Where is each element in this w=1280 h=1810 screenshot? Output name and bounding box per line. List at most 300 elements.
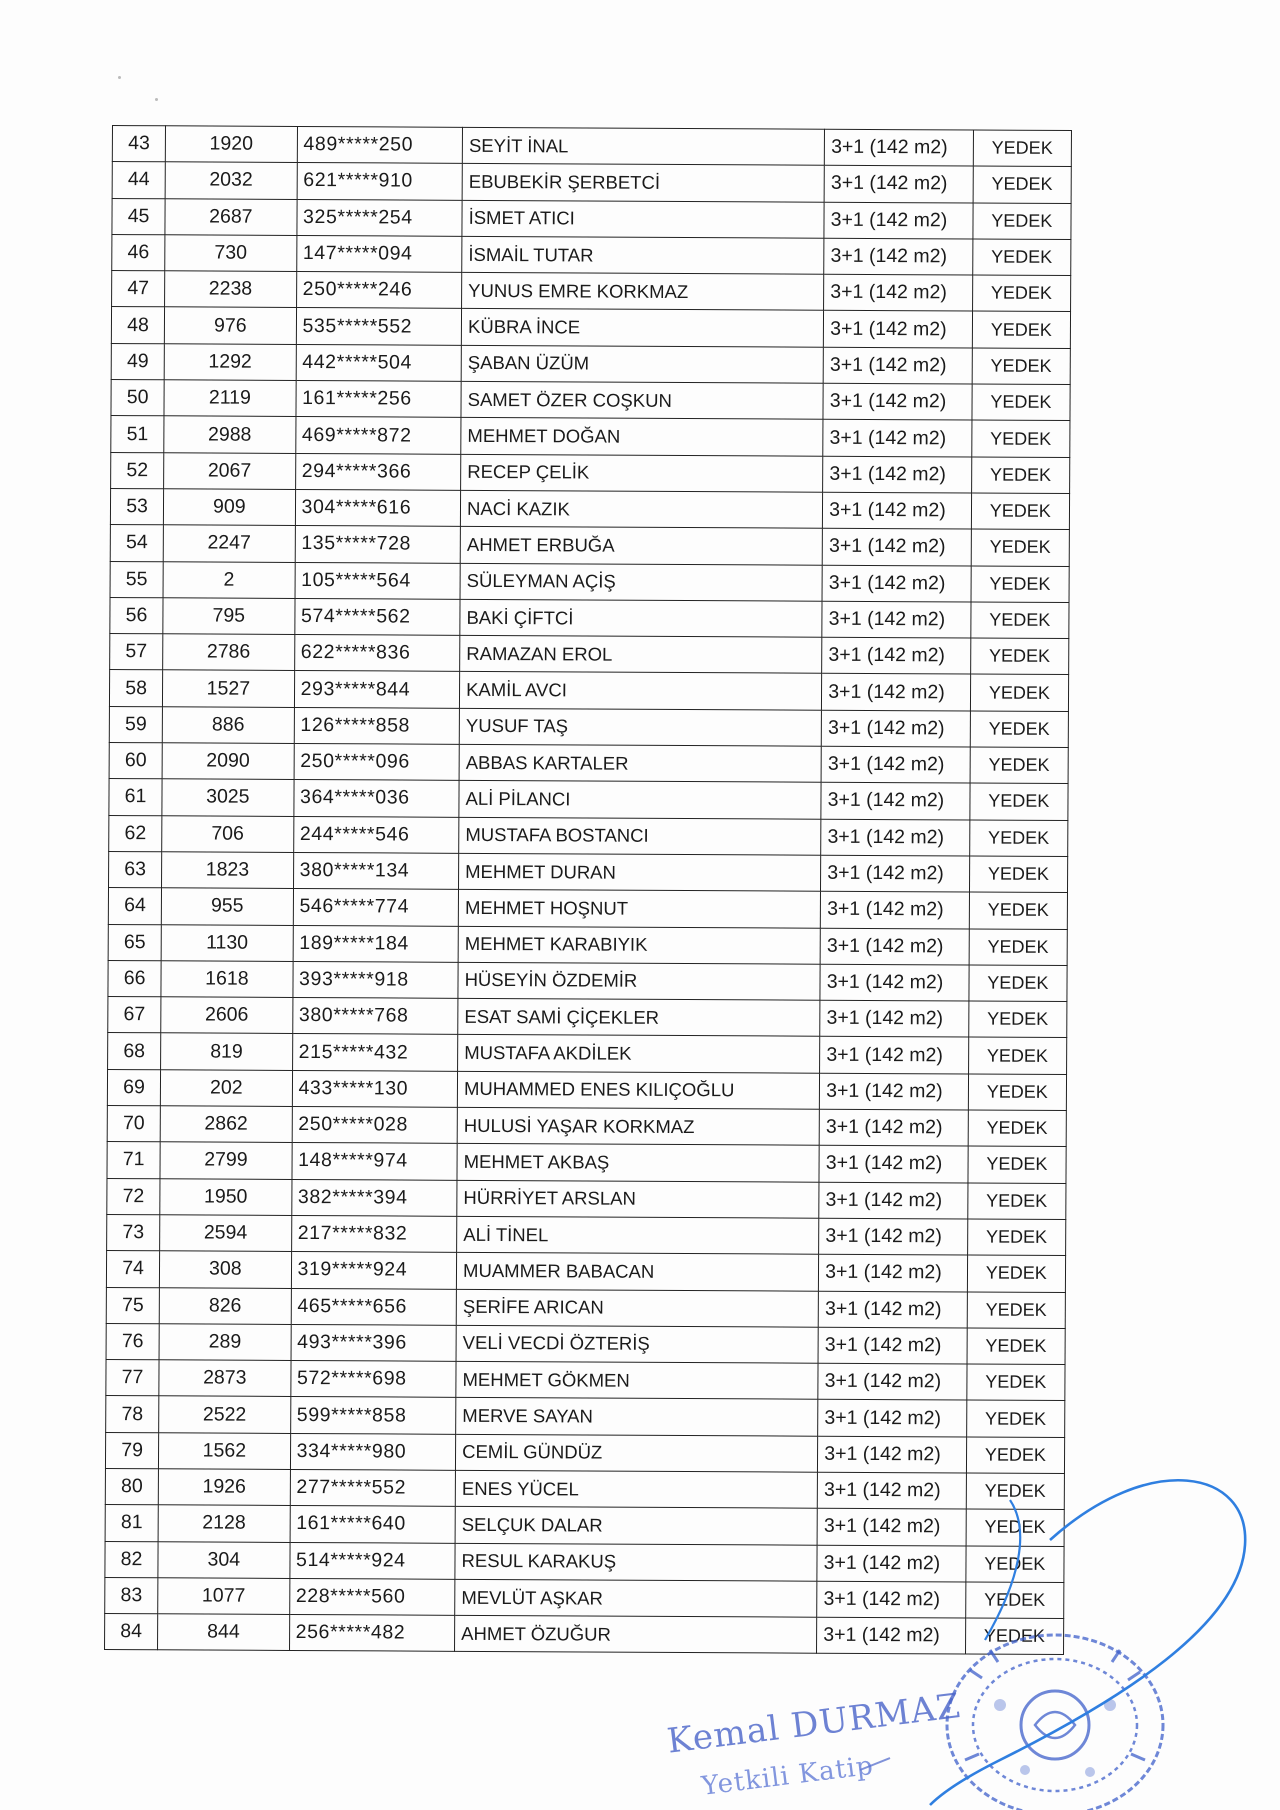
allocation-table [104, 125, 1072, 1655]
housing-type: 3+1 (142 m2) [820, 1073, 969, 1110]
row-number: 56 [110, 597, 163, 634]
applicant-name: MEHMET GÖKMEN [456, 1361, 818, 1399]
application-code: 2862 [160, 1106, 292, 1143]
application-code: 2799 [160, 1142, 292, 1179]
applicant-name: MUAMMER BABACAN [456, 1253, 818, 1291]
row-number: 72 [107, 1178, 160, 1215]
status-label: YEDEK [967, 1183, 1066, 1220]
masked-id-number: 572*****698 [290, 1361, 456, 1398]
application-code: 2119 [164, 380, 296, 417]
table-row [105, 1577, 1064, 1618]
housing-type: 3+1 (142 m2) [819, 1218, 968, 1255]
table-row [109, 815, 1068, 856]
applicant-name: AHMET ÖZUĞUR [455, 1615, 817, 1653]
applicant-name: YUSUF TAŞ [459, 708, 821, 746]
masked-id-number: 442*****504 [296, 344, 462, 381]
row-number: 63 [109, 851, 162, 888]
applicant-name: MUSTAFA BOSTANCI [459, 817, 821, 855]
table-row [105, 1505, 1064, 1546]
status-label: YEDEK [966, 1364, 1065, 1401]
housing-type: 3+1 (142 m2) [821, 783, 970, 820]
table-row [110, 597, 1069, 638]
application-code: 819 [161, 1033, 293, 1070]
masked-id-number: 135*****728 [295, 526, 461, 563]
applicant-name: NACİ KAZIK [460, 490, 822, 528]
applicant-name: CEMİL GÜNDÜZ [456, 1434, 818, 1472]
applicant-name: ALİ PİLANCI [459, 781, 821, 819]
status-label: YEDEK [970, 602, 1069, 639]
applicant-name: AHMET ERBUĞA [460, 527, 822, 565]
row-number: 55 [110, 561, 163, 598]
row-number: 75 [106, 1287, 159, 1324]
housing-type: 3+1 (142 m2) [823, 347, 972, 384]
status-label: YEDEK [966, 1400, 1065, 1437]
application-code: 2522 [159, 1396, 291, 1433]
application-code: 2687 [165, 198, 297, 235]
applicant-name: HULUSİ YAŞAR KORKMAZ [457, 1107, 819, 1145]
status-label: YEDEK [970, 674, 1069, 711]
applicant-name: SÜLEYMAN AÇİŞ [460, 563, 822, 601]
table-row [111, 343, 1070, 384]
masked-id-number: 599*****858 [290, 1397, 456, 1434]
housing-type: 3+1 (142 m2) [819, 1146, 968, 1183]
housing-type: 3+1 (142 m2) [818, 1291, 967, 1328]
applicant-name: YUNUS EMRE KORKMAZ [462, 273, 824, 311]
official-stamp [930, 1610, 1180, 1810]
status-label: YEDEK [972, 239, 1071, 276]
masked-id-number: 489*****250 [297, 126, 463, 163]
applicant-name: MEVLÜT AŞKAR [455, 1579, 817, 1617]
row-number: 70 [107, 1106, 160, 1143]
row-number: 78 [106, 1396, 159, 1433]
applicant-name: VELİ VECDİ ÖZTERİŞ [456, 1325, 818, 1363]
applicant-name: ENES YÜCEL [455, 1470, 817, 1508]
status-label: YEDEK [969, 856, 1068, 893]
status-label: YEDEK [971, 420, 1070, 457]
row-number: 82 [105, 1541, 158, 1578]
masked-id-number: 215*****432 [292, 1034, 458, 1071]
row-number: 73 [107, 1214, 160, 1251]
applicant-name: KAMİL AVCI [460, 672, 822, 710]
table-row [105, 1432, 1064, 1473]
row-number: 51 [111, 416, 164, 453]
table-row [106, 1287, 1065, 1328]
table-row [111, 452, 1070, 493]
housing-type: 3+1 (142 m2) [823, 456, 972, 493]
housing-type: 3+1 (142 m2) [820, 964, 969, 1001]
status-label: YEDEK [968, 1001, 1067, 1038]
table-row [108, 924, 1067, 965]
table-row [110, 634, 1069, 675]
table-row [109, 706, 1068, 747]
applicant-name: ESAT SAMİ ÇİÇEKLER [458, 998, 820, 1036]
masked-id-number: 189*****184 [293, 925, 459, 962]
housing-type: 3+1 (142 m2) [821, 855, 970, 892]
applicant-name: RESUL KARAKUŞ [455, 1543, 817, 1581]
housing-type: 3+1 (142 m2) [817, 1508, 966, 1545]
application-code: 1130 [161, 924, 293, 961]
masked-id-number: 622*****836 [294, 635, 460, 672]
table-row [106, 1360, 1065, 1401]
housing-type: 3+1 (142 m2) [821, 710, 970, 747]
masked-id-number: 380*****134 [293, 852, 459, 889]
status-label: YEDEK [970, 638, 1069, 675]
row-number: 68 [108, 1033, 161, 1070]
row-number: 71 [107, 1142, 160, 1179]
masked-id-number: 147*****094 [296, 235, 462, 272]
housing-type: 3+1 (142 m2) [823, 383, 972, 420]
row-number: 67 [108, 997, 161, 1034]
row-number: 52 [111, 452, 164, 489]
application-code: 2606 [161, 997, 293, 1034]
table-row [107, 1178, 1066, 1219]
row-number: 74 [106, 1251, 159, 1288]
row-number: 59 [109, 706, 162, 743]
row-number: 53 [110, 488, 163, 525]
housing-type: 3+1 (142 m2) [818, 1400, 967, 1437]
status-label: YEDEK [972, 275, 1071, 312]
applicant-name: RECEP ÇELİK [461, 454, 823, 492]
masked-id-number: 126*****858 [294, 707, 460, 744]
row-number: 62 [109, 815, 162, 852]
row-number: 80 [105, 1468, 158, 1505]
application-code: 976 [165, 307, 297, 344]
row-number: 50 [111, 380, 164, 417]
masked-id-number: 380*****768 [292, 998, 458, 1035]
housing-type: 3+1 (142 m2) [822, 674, 971, 711]
housing-type: 3+1 (142 m2) [817, 1472, 966, 1509]
table-row [112, 234, 1071, 275]
table-row [108, 1033, 1067, 1074]
masked-id-number: 546*****774 [293, 889, 459, 926]
applicant-name: RAMAZAN EROL [460, 635, 822, 673]
applicant-name: HÜSEYİN ÖZDEMİR [458, 962, 820, 1000]
masked-id-number: 217*****832 [291, 1215, 457, 1252]
masked-id-number: 256*****482 [289, 1615, 455, 1652]
housing-type: 3+1 (142 m2) [825, 129, 974, 166]
application-code: 2988 [164, 416, 296, 453]
masked-id-number: 161*****256 [296, 381, 462, 418]
table-row [111, 380, 1070, 421]
table-row [108, 888, 1067, 929]
housing-type: 3+1 (142 m2) [818, 1436, 967, 1473]
applicant-name: MUSTAFA AKDİLEK [458, 1035, 820, 1073]
row-number: 46 [112, 234, 165, 271]
status-label: YEDEK [968, 1110, 1067, 1147]
applicant-name: ABBAS KARTALER [459, 744, 821, 782]
scan-speck [155, 98, 158, 101]
masked-id-number: 433*****130 [292, 1070, 458, 1107]
application-code: 1292 [164, 344, 296, 381]
applicant-name: BAKİ ÇİFTCİ [460, 599, 822, 637]
table-row [112, 198, 1071, 239]
signatory-name: Kemal DURMAZ [665, 1686, 963, 1762]
housing-type: 3+1 (142 m2) [822, 528, 971, 565]
applicant-name: ALİ TİNEL [457, 1216, 819, 1254]
application-code: 706 [162, 815, 294, 852]
application-code: 2090 [162, 743, 294, 780]
housing-type: 3+1 (142 m2) [817, 1617, 966, 1654]
housing-type: 3+1 (142 m2) [824, 238, 973, 275]
application-code: 2594 [160, 1215, 292, 1252]
housing-type: 3+1 (142 m2) [824, 202, 973, 239]
masked-id-number: 465*****656 [291, 1288, 457, 1325]
applicant-name: SAMET ÖZER COŞKUN [461, 381, 823, 419]
application-code: 2873 [159, 1360, 291, 1397]
status-label: YEDEK [969, 892, 1068, 929]
housing-type: 3+1 (142 m2) [822, 637, 971, 674]
masked-id-number: 382*****394 [291, 1179, 457, 1216]
table-row [109, 779, 1068, 820]
table-row [109, 851, 1068, 892]
application-code: 1527 [163, 670, 295, 707]
application-code: 2 [163, 561, 295, 598]
application-code: 844 [158, 1614, 290, 1651]
row-number: 77 [106, 1360, 159, 1397]
masked-id-number: 493*****396 [291, 1324, 457, 1361]
application-code: 1950 [160, 1178, 292, 1215]
housing-type: 3+1 (142 m2) [822, 565, 971, 602]
masked-id-number: 293*****844 [294, 671, 460, 708]
row-number: 79 [105, 1432, 158, 1469]
status-label: YEDEK [972, 311, 1071, 348]
masked-id-number: 228*****560 [289, 1578, 455, 1615]
housing-type: 3+1 (142 m2) [819, 1254, 968, 1291]
status-label: YEDEK [966, 1473, 1065, 1510]
applicant-name: HÜRRİYET ARSLAN [457, 1180, 819, 1218]
applicant-name: İSMET ATICI [462, 200, 824, 238]
row-number: 66 [108, 960, 161, 997]
housing-type: 3+1 (142 m2) [819, 1109, 968, 1146]
applicant-name: ŞERİFE ARICAN [456, 1289, 818, 1327]
masked-id-number: 304*****616 [295, 489, 461, 526]
table-row [109, 743, 1068, 784]
status-label: YEDEK [972, 348, 1071, 385]
applicant-name: MUHAMMED ENES KILIÇOĞLU [457, 1071, 819, 1109]
application-code: 2247 [163, 525, 295, 562]
status-label: YEDEK [969, 929, 1068, 966]
housing-type: 3+1 (142 m2) [822, 601, 971, 638]
row-number: 48 [111, 307, 164, 344]
masked-id-number: 535*****552 [296, 308, 462, 345]
masked-id-number: 148*****974 [292, 1143, 458, 1180]
masked-id-number: 325*****254 [296, 199, 462, 236]
application-code: 909 [164, 489, 296, 526]
table-row [107, 1069, 1066, 1110]
scan-speck [118, 76, 121, 79]
row-number: 44 [112, 162, 165, 199]
application-code: 2067 [164, 452, 296, 489]
application-code: 2238 [165, 271, 297, 308]
housing-type: 3+1 (142 m2) [821, 746, 970, 783]
table-row [112, 271, 1071, 312]
application-code: 730 [165, 235, 297, 272]
housing-type: 3+1 (142 m2) [817, 1581, 966, 1618]
masked-id-number: 161*****640 [290, 1506, 456, 1543]
masked-id-number: 250*****096 [294, 744, 460, 781]
masked-id-number: 514*****924 [289, 1542, 455, 1579]
table-row [106, 1251, 1065, 1292]
row-number: 45 [112, 198, 165, 235]
table-row [110, 488, 1069, 529]
row-number: 65 [108, 924, 161, 961]
status-label: YEDEK [970, 747, 1069, 784]
status-label: YEDEK [969, 965, 1068, 1002]
applicant-name: ŞABAN ÜZÜM [461, 345, 823, 383]
table-row [108, 997, 1067, 1038]
application-code: 3025 [162, 779, 294, 816]
masked-id-number: 574*****562 [294, 598, 460, 635]
row-number: 61 [109, 779, 162, 816]
housing-type: 3+1 (142 m2) [824, 311, 973, 348]
applicant-name: SEYİT İNAL [462, 127, 824, 165]
status-label: YEDEK [965, 1618, 1064, 1655]
applicant-name: EBUBEKİR ŞERBETCİ [462, 164, 824, 202]
table-row [108, 960, 1067, 1001]
status-label: YEDEK [973, 203, 1072, 240]
masked-id-number: 294*****366 [295, 453, 461, 490]
applicant-name: MEHMET DOĞAN [461, 418, 823, 456]
masked-id-number: 319*****924 [291, 1252, 457, 1289]
row-number: 60 [109, 743, 162, 780]
application-code: 1823 [162, 852, 294, 889]
row-number: 58 [109, 670, 162, 707]
table-row [107, 1142, 1066, 1183]
masked-id-number: 105*****564 [295, 562, 461, 599]
table-body [105, 126, 1072, 1655]
status-label: YEDEK [967, 1219, 1066, 1256]
application-code: 955 [161, 888, 293, 925]
status-label: YEDEK [967, 1328, 1066, 1365]
application-code: 202 [161, 1069, 293, 1106]
masked-id-number: 621*****910 [297, 163, 463, 200]
status-label: YEDEK [971, 457, 1070, 494]
housing-type: 3+1 (142 m2) [821, 891, 970, 928]
status-label: YEDEK [970, 783, 1069, 820]
status-label: YEDEK [973, 130, 1072, 167]
status-label: YEDEK [971, 493, 1070, 530]
applicant-name: MEHMET DURAN [459, 853, 821, 891]
signatory-title: Yetkili Katip [700, 1750, 876, 1802]
row-number: 49 [111, 343, 164, 380]
table-row [111, 416, 1070, 457]
applicant-name: SELÇUK DALAR [455, 1507, 817, 1545]
status-label: YEDEK [968, 1037, 1067, 1074]
status-label: YEDEK [970, 711, 1069, 748]
application-code: 304 [158, 1541, 290, 1578]
masked-id-number: 334*****980 [290, 1433, 456, 1470]
application-code: 795 [163, 598, 295, 635]
table-row [112, 126, 1071, 167]
status-label: YEDEK [968, 1074, 1067, 1111]
applicant-name: MERVE SAYAN [456, 1398, 818, 1436]
status-label: YEDEK [966, 1546, 1065, 1583]
table-row [110, 525, 1069, 566]
application-code: 2032 [165, 162, 297, 199]
application-code: 886 [162, 707, 294, 744]
row-number: 54 [110, 525, 163, 562]
masked-id-number: 364*****036 [293, 780, 459, 817]
row-number: 47 [112, 271, 165, 308]
table-row [109, 670, 1068, 711]
table-row [105, 1614, 1064, 1655]
table-row [106, 1396, 1065, 1437]
status-label: YEDEK [971, 566, 1070, 603]
row-number: 83 [105, 1577, 158, 1614]
housing-type: 3+1 (142 m2) [817, 1545, 966, 1582]
status-label: YEDEK [972, 384, 1071, 421]
housing-type: 3+1 (142 m2) [824, 274, 973, 311]
applicant-name: MEHMET HOŞNUT [458, 890, 820, 928]
table-row [110, 561, 1069, 602]
housing-type: 3+1 (142 m2) [820, 1037, 969, 1074]
status-label: YEDEK [967, 1291, 1066, 1328]
table-row [106, 1323, 1065, 1364]
application-code: 289 [159, 1324, 291, 1361]
housing-type: 3+1 (142 m2) [821, 819, 970, 856]
row-number: 43 [112, 126, 165, 163]
housing-type: 3+1 (142 m2) [818, 1363, 967, 1400]
masked-id-number: 393*****918 [292, 961, 458, 998]
status-label: YEDEK [969, 820, 1068, 857]
housing-type: 3+1 (142 m2) [823, 492, 972, 529]
application-code: 308 [160, 1251, 292, 1288]
application-code: 1562 [159, 1432, 291, 1469]
masked-id-number: 469*****872 [295, 417, 461, 454]
housing-type: 3+1 (142 m2) [818, 1327, 967, 1364]
row-number: 84 [105, 1614, 158, 1651]
application-code: 1077 [158, 1578, 290, 1615]
status-label: YEDEK [968, 1146, 1067, 1183]
housing-type: 3+1 (142 m2) [819, 1182, 968, 1219]
application-code: 1618 [161, 961, 293, 998]
application-code: 1920 [165, 126, 297, 163]
row-number: 81 [105, 1505, 158, 1542]
application-code: 2128 [158, 1505, 290, 1542]
housing-type: 3+1 (142 m2) [823, 420, 972, 457]
table-row [107, 1214, 1066, 1255]
status-label: YEDEK [967, 1255, 1066, 1292]
application-code: 2786 [163, 634, 295, 671]
table-row [111, 307, 1070, 348]
status-label: YEDEK [971, 529, 1070, 566]
status-label: YEDEK [965, 1582, 1064, 1619]
applicant-name: MEHMET KARABIYIK [458, 926, 820, 964]
housing-type: 3+1 (142 m2) [824, 166, 973, 203]
masked-id-number: 277*****552 [290, 1469, 456, 1506]
status-label: YEDEK [966, 1437, 1065, 1474]
masked-id-number: 250*****028 [292, 1106, 458, 1143]
table-row [112, 162, 1071, 203]
row-number: 69 [107, 1069, 160, 1106]
table-row [105, 1541, 1064, 1582]
application-code: 826 [159, 1287, 291, 1324]
table-row [105, 1468, 1064, 1509]
status-label: YEDEK [973, 166, 1072, 203]
applicant-name: İSMAİL TUTAR [462, 236, 824, 274]
housing-type: 3+1 (142 m2) [820, 1000, 969, 1037]
masked-id-number: 250*****246 [296, 272, 462, 309]
masked-id-number: 244*****546 [293, 816, 459, 853]
application-code: 1926 [158, 1469, 290, 1506]
row-number: 76 [106, 1323, 159, 1360]
table-row [107, 1106, 1066, 1147]
housing-type: 3+1 (142 m2) [820, 928, 969, 965]
applicant-name: MEHMET AKBAŞ [457, 1144, 819, 1182]
row-number: 64 [108, 888, 161, 925]
row-number: 57 [110, 634, 163, 671]
applicant-name: KÜBRA İNCE [461, 309, 823, 347]
